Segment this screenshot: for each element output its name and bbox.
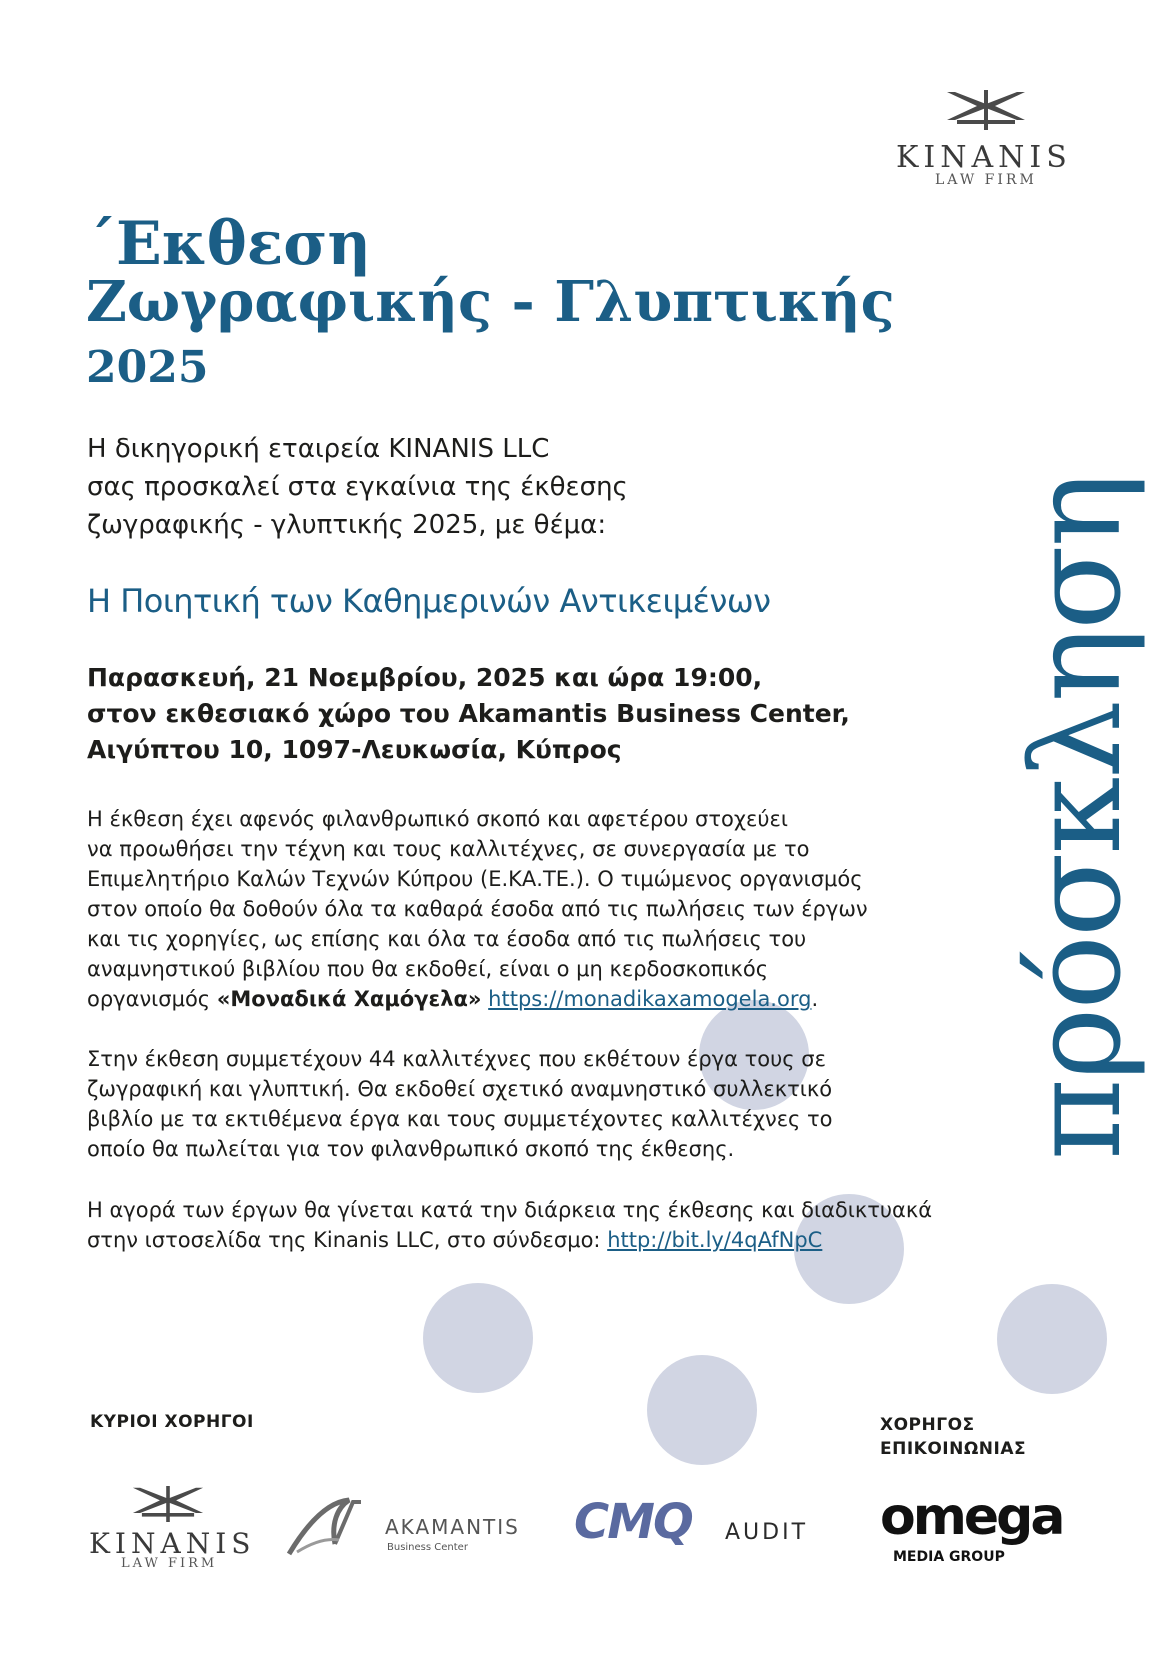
paragraph-line: στον οποίο θα δοθούν όλα τα καθαρά έσοδα από τις πωλήσεις των έργων [87, 897, 868, 921]
intro-line: ζωγραφικής - γλυπτικής 2025, με θέμα: [87, 510, 607, 540]
paragraph-line: αναμνηστικού βιβλίου που θα εκδοθεί, είναι ο μη κερδοσκοπικός [87, 957, 769, 981]
paragraph-line: να προωθήσει την τέχνη και τους καλλιτέχνες, σε συνεργασία με το [87, 837, 810, 861]
paragraph-text: οργανισμός [87, 987, 217, 1011]
decorative-circle [423, 1283, 533, 1393]
title-line-1: ΄Εκθεση [86, 209, 372, 279]
intro-line: Η δικηγορική εταιρεία KINANIS LLC [87, 434, 550, 464]
kinanis-logo-icon [132, 1486, 204, 1522]
akamantis-name: AKAMANTIS [385, 1515, 520, 1539]
omega-name: omega [880, 1487, 1063, 1547]
sponsor-kinanis-sub: LAW FIRM [121, 1556, 218, 1571]
paragraph-text: . [811, 987, 819, 1011]
event-details [87, 660, 850, 768]
decorative-circle [647, 1355, 757, 1465]
paragraph-purchase [87, 1195, 932, 1255]
paragraph-line: οποίο θα πωλείται για τον φιλανθρωπικό σκοπό της έκθεσης. [87, 1137, 735, 1161]
kinanis-logo-icon [947, 90, 1025, 130]
paragraph-artists [87, 1044, 833, 1164]
paragraph-line: Επιμελητήριο Καλών Τεχνών Κύπρου (Ε.ΚΑ.ΤΕ.). Ο τιμώμενος οργανισμός [87, 867, 863, 891]
paragraph-line: Η αγορά των έργων θα γίνεται κατά την διάρκεια της έκθεσης και διαδικτυακά [87, 1198, 933, 1222]
paragraph-purpose [87, 804, 868, 1014]
charity-website-link[interactable]: https://monadikaxamogela.org [488, 987, 812, 1011]
event-venue-line: στον εκθεσιακό χώρο του Akamantis Business Center, [87, 699, 850, 728]
kinanis-logo-name: KINANIS [896, 140, 1072, 175]
paragraph-line: ζωγραφική και γλυπτική. Θα εκδοθεί σχετικό αναμνηστικό συλλεκτικό [87, 1077, 833, 1101]
purchase-link[interactable]: http://bit.ly/4qAfNpC [607, 1228, 823, 1252]
audit-mark: CMQ [574, 1494, 692, 1550]
akamantis-logo-icon [287, 1494, 387, 1560]
media-sponsor-heading-line: ΧΟΡΗΓΟΣ [880, 1415, 975, 1435]
sponsor-kinanis-name: KINANIS [89, 1527, 256, 1560]
title-line-2: Ζωγραφικής - Γλυπτικής [86, 269, 895, 335]
intro-text [87, 430, 628, 544]
title-year: 2025 [86, 342, 209, 393]
paragraph-line [87, 1225, 932, 1255]
media-sponsor-heading [880, 1413, 1026, 1461]
decorative-circle [997, 1284, 1107, 1394]
charity-name: «Μοναδικά Χαμόγελα» [216, 987, 482, 1011]
audit-word: AUDIT [725, 1520, 809, 1545]
intro-line: σας προσκαλεί στα εγκαίνια της έκθεσης [87, 472, 628, 502]
paragraph-line [87, 984, 868, 1014]
event-date-line: Παρασκευή, 21 Νοεμβρίου, 2025 και ώρα 19:00, [87, 663, 763, 692]
omega-sub: MEDIA GROUP [893, 1549, 1005, 1565]
paragraph-line: Η έκθεση έχει αφενός φιλανθρωπικό σκοπό και αφετέρου στοχεύει [87, 807, 788, 831]
paragraph-text: στην ιστοσελίδα της Kinanis LLC, στο σύνδεσμο: [87, 1228, 608, 1252]
exhibition-theme: Η Ποιητική των Καθημερινών Αντικειμένων [87, 582, 771, 620]
media-sponsor-heading-line: ΕΠΙΚΟΙΝΩΝΙΑΣ [880, 1439, 1027, 1459]
paragraph-line: και τις χορηγίες, ως επίσης και όλα τα έσοδα από τις πωλήσεις του [87, 927, 807, 951]
invitation-vertical-word: πρόσκληση [1005, 474, 1149, 1160]
main-sponsors-heading: ΚΥΡΙΟΙ ΧΟΡΗΓΟΙ [90, 1412, 254, 1432]
paragraph-line: Στην έκθεση συμμετέχουν 44 καλλιτέχνες που εκθέτουν έργα τους σε [87, 1047, 826, 1071]
kinanis-logo-sub: LAW FIRM [935, 172, 1037, 188]
paragraph-line: βιβλίο με τα εκτιθέμενα έργα και τους συμμετέχοντες καλλιτέχνες το [87, 1107, 833, 1131]
event-address-line: Αιγύπτου 10, 1097-Λευκωσία, Κύπρος [87, 735, 622, 764]
akamantis-sub: Business Center [387, 1542, 468, 1553]
